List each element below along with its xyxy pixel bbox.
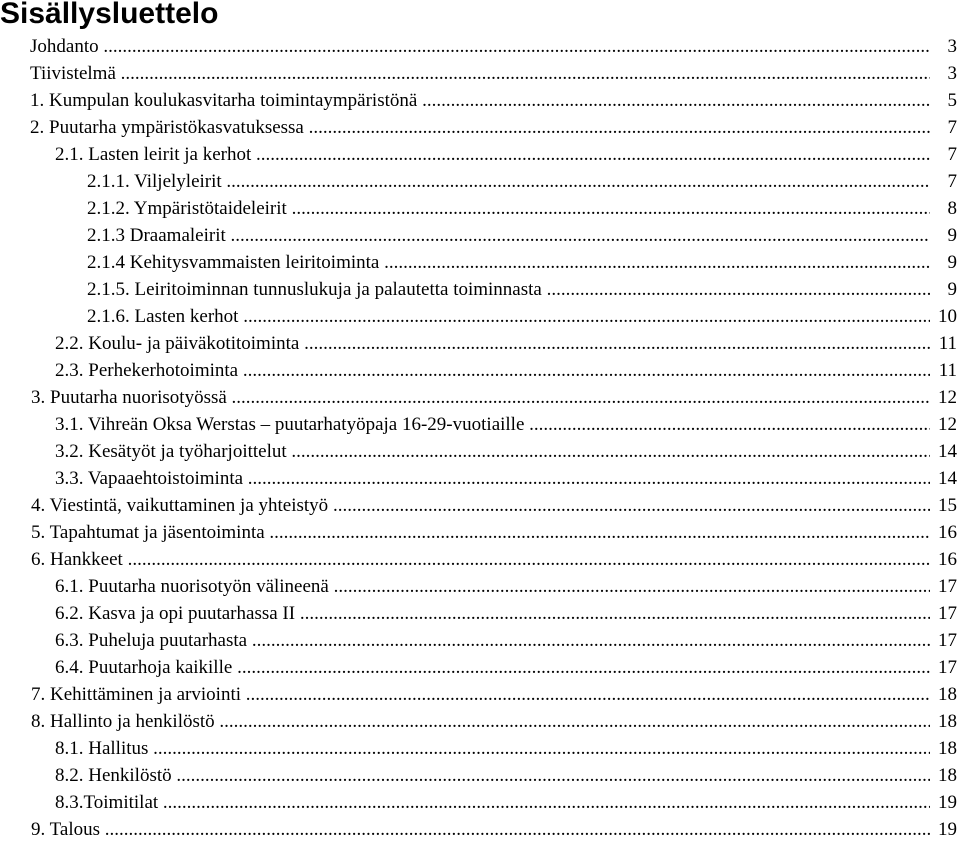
toc-page-number: 18	[938, 711, 957, 732]
toc-entry-3-3[interactable]	[0, 465, 960, 492]
toc-page-number: 9	[947, 279, 957, 300]
toc-entry-text: 2.1.6. Lasten kerhot .....	[87, 303, 930, 330]
toc-entry-tiivistelma[interactable]	[0, 60, 960, 87]
toc-entry-text: 2.1. Lasten leirit ja kerhot .....	[55, 141, 930, 168]
toc-page-number: 17	[938, 603, 957, 624]
toc-page-number: 9	[947, 225, 957, 246]
page-title: Sisällysluettelo	[0, 0, 219, 30]
toc-entry-8-3[interactable]	[0, 789, 960, 816]
toc-page-number: 18	[938, 765, 957, 786]
toc-entry-6-2[interactable]	[0, 600, 960, 627]
toc-entry-text: 1. Kumpulan koulukasvitarha toimintaympäristönä .....	[30, 87, 930, 114]
toc-entry-2-1-4[interactable]	[0, 249, 960, 276]
toc-entry-6-3[interactable]	[0, 627, 960, 654]
toc-entry-text: 2.2. Koulu- ja päiväkotitoiminta .....	[55, 330, 930, 357]
toc-entry-text: 2. Puutarha ympäristökasvatuksessa .....	[30, 114, 930, 141]
toc-entry-text: 6.1. Puutarha nuorisotyön välineenä .....	[55, 573, 930, 600]
toc-entry-text: 6.3. Puheluja puutarhasta .....	[55, 627, 930, 654]
toc-page-number: 11	[938, 333, 957, 354]
toc-page-number: 5	[947, 90, 957, 111]
toc-entry-text: 2.1.3 Draamaleirit .....	[87, 222, 930, 249]
toc-page-number: 3	[947, 36, 957, 57]
toc-entry-text: 2.1.2. Ympäristötaideleirit .....	[87, 195, 930, 222]
toc-entry-2-1-2[interactable]	[0, 195, 960, 222]
toc-entry-2-1[interactable]	[0, 141, 960, 168]
toc-entry-text: 3.2. Kesätyöt ja työharjoittelut .....	[55, 438, 930, 465]
toc-entry-text: 2.1.5. Leiritoiminnan tunnuslukuja ja palautetta toiminnasta .....	[87, 276, 930, 303]
toc-page-number: 14	[938, 441, 957, 462]
toc-page-number: 12	[938, 387, 957, 408]
toc-page-number: 8	[947, 198, 957, 219]
toc-page-number: 14	[938, 468, 957, 489]
toc-entry-4[interactable]	[0, 492, 960, 519]
toc-entry-text: 8. Hallinto ja henkilöstö .....	[31, 708, 930, 735]
toc-entry-text: 2.3. Perhekerhotoiminta .....	[55, 357, 930, 384]
toc-page-number: 12	[938, 414, 957, 435]
toc-entry-text: 3.1. Vihreän Oksa Werstas – puutarhatyöpaja 16-29-vuotiaille .....	[55, 411, 930, 438]
toc-page-number: 17	[938, 657, 957, 678]
toc-entry-text: 6.2. Kasva ja opi puutarhassa II .....	[55, 600, 930, 627]
toc-page-number: 17	[938, 630, 957, 651]
toc-page-number: 19	[938, 819, 957, 840]
toc-entry-text: Johdanto .....	[30, 33, 930, 60]
toc-entry-3-2[interactable]	[0, 438, 960, 465]
toc-page-number: 9	[947, 252, 957, 273]
toc-entry-text: 8.2. Henkilöstö .....	[55, 762, 930, 789]
toc-entry-2-1-3[interactable]	[0, 222, 960, 249]
toc-entry-text: 8.1. Hallitus .....	[55, 735, 930, 762]
toc-entry-6-4[interactable]	[0, 654, 960, 681]
toc-page-number: 16	[938, 522, 957, 543]
toc-page-number: 7	[947, 144, 957, 165]
toc-entry-8-2[interactable]	[0, 762, 960, 789]
toc-entry-6-1[interactable]	[0, 573, 960, 600]
toc-page-number: 11	[938, 360, 957, 381]
toc-entry-7[interactable]	[0, 681, 960, 708]
toc-entry-text: 6. Hankkeet .....	[31, 546, 930, 573]
toc-entry-text: 4. Viestintä, vaikuttaminen ja yhteistyö .....	[31, 492, 930, 519]
toc-entry-text: 5. Tapahtumat ja jäsentoiminta .....	[31, 519, 930, 546]
toc-entry-text: 7. Kehittäminen ja arviointi .....	[31, 681, 930, 708]
toc-entry-8-1[interactable]	[0, 735, 960, 762]
toc-page-number: 10	[938, 306, 957, 327]
toc-entry-johdanto[interactable]	[0, 33, 960, 60]
toc-page-number: 18	[938, 684, 957, 705]
table-of-contents	[0, 33, 960, 843]
toc-entry-2-1-6[interactable]	[0, 303, 960, 330]
toc-entry-text: 6.4. Puutarhoja kaikille .....	[55, 654, 930, 681]
toc-entry-9[interactable]	[0, 816, 960, 843]
toc-entry-3-1[interactable]	[0, 411, 960, 438]
toc-entry-2-1-1[interactable]	[0, 168, 960, 195]
toc-entry-3[interactable]	[0, 384, 960, 411]
toc-entry-text: 8.3.Toimitilat .....	[55, 789, 930, 816]
toc-page-number: 17	[938, 576, 957, 597]
toc-page-number: 16	[938, 549, 957, 570]
toc-entry-1[interactable]	[0, 87, 960, 114]
toc-page-number: 15	[938, 495, 957, 516]
toc-entry-5[interactable]	[0, 519, 960, 546]
toc-entry-8[interactable]	[0, 708, 960, 735]
toc-entry-text: 2.1.1. Viljelyleirit .....	[87, 168, 930, 195]
toc-entry-6[interactable]	[0, 546, 960, 573]
toc-page-number: 18	[938, 738, 957, 759]
toc-entry-text: 3.3. Vapaaehtoistoiminta .....	[55, 465, 930, 492]
toc-entry-2[interactable]	[0, 114, 960, 141]
toc-page-number: 7	[947, 117, 957, 138]
toc-page-number: 19	[938, 792, 957, 813]
toc-entry-text: 3. Puutarha nuorisotyössä .....	[31, 384, 930, 411]
toc-entry-text: Tiivistelmä .....	[30, 60, 930, 87]
toc-entry-text: 9. Talous .....	[31, 816, 930, 843]
toc-entry-2-2[interactable]	[0, 330, 960, 357]
toc-entry-2-3[interactable]	[0, 357, 960, 384]
toc-entry-text: 2.1.4 Kehitysvammaisten leiritoiminta .....	[87, 249, 930, 276]
toc-page-number: 7	[947, 171, 957, 192]
toc-page-number: 3	[947, 63, 957, 84]
toc-entry-2-1-5[interactable]	[0, 276, 960, 303]
